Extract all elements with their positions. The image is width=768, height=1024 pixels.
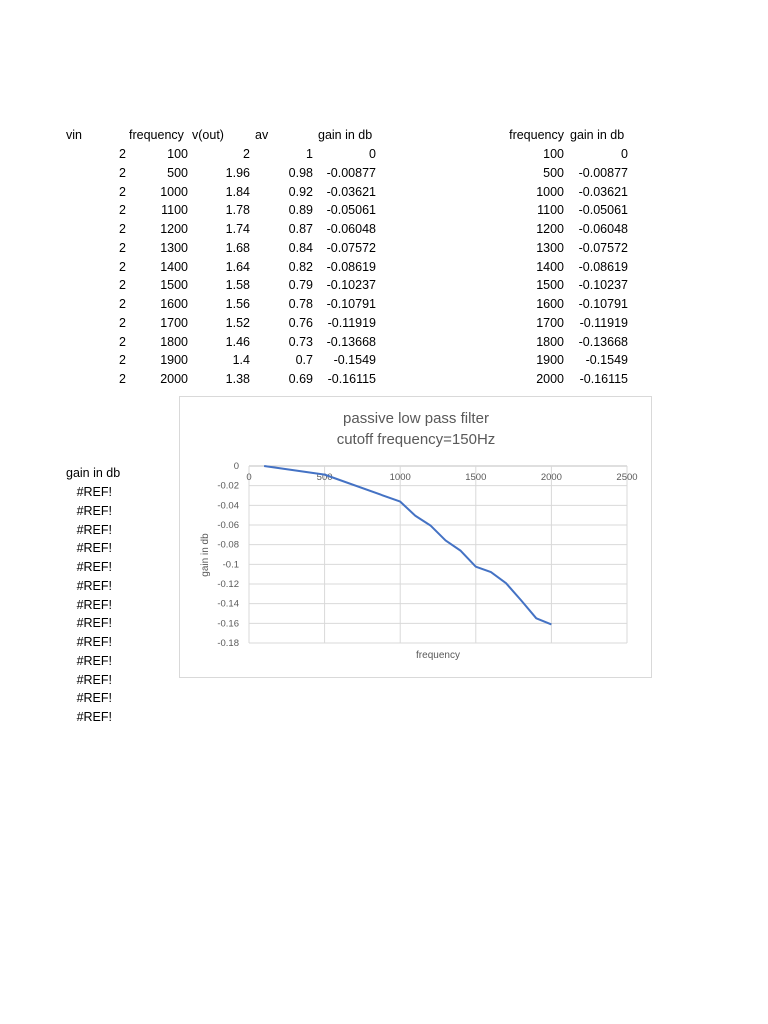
av-cell[interactable]: 0.98: [288, 165, 313, 180]
x-tick-label: 1000: [389, 472, 411, 483]
x-tick-label: 500: [316, 472, 333, 483]
vin-cell[interactable]: 2: [119, 165, 126, 180]
gain-cell[interactable]: -0.05061: [326, 203, 376, 218]
gain-cell[interactable]: -0.03621: [578, 184, 628, 199]
ref-error-cell[interactable]: #REF!: [76, 691, 112, 706]
frequency-cell[interactable]: 1600: [160, 297, 188, 311]
gain-cell[interactable]: -0.00877: [578, 165, 628, 180]
ref-error-cell[interactable]: #REF!: [76, 522, 112, 537]
y-tick-label: -0.14: [217, 598, 239, 610]
ref-error-cell[interactable]: #REF!: [76, 560, 112, 574]
vout-cell[interactable]: 1.58: [225, 278, 250, 293]
frequency-cell[interactable]: 1200: [536, 222, 564, 236]
frequency-cell[interactable]: 1700: [536, 315, 564, 330]
frequency-cell[interactable]: 100: [543, 147, 564, 161]
x-tick-label: 2500: [616, 472, 638, 483]
vin-cell[interactable]: 2: [119, 278, 126, 293]
gain-cell[interactable]: -0.11919: [327, 315, 376, 330]
ref-error-cell[interactable]: #REF!: [76, 503, 112, 518]
y-tick-label: 0: [233, 461, 239, 472]
frequency-cell[interactable]: 1000: [536, 184, 564, 199]
frequency-cell[interactable]: 1600: [536, 297, 564, 311]
vout-cell[interactable]: 1.4: [232, 353, 250, 368]
gain-cell[interactable]: -0.13668: [578, 334, 628, 349]
y-tick-label: -0.1: [222, 559, 239, 571]
frequency-cell[interactable]: 1000: [160, 184, 188, 199]
vin-cell[interactable]: 2: [119, 315, 126, 330]
gain-cell[interactable]: -0.1549: [585, 353, 628, 368]
vout-cell[interactable]: 1.46: [225, 334, 250, 349]
gain-cell[interactable]: 0: [621, 147, 628, 161]
av-cell[interactable]: 0.87: [288, 222, 313, 236]
ref-error-cell[interactable]: #REF!: [76, 635, 112, 649]
gain-cell[interactable]: -0.00877: [326, 165, 376, 180]
gain-cell[interactable]: -0.07572: [326, 240, 376, 255]
ref-error-cell[interactable]: #REF!: [76, 710, 112, 724]
frequency-cell[interactable]: 2000: [160, 372, 188, 386]
vin-cell[interactable]: 2: [119, 297, 126, 311]
header-vout[interactable]: v(out): [192, 128, 224, 142]
y-axis-title: gain in db: [200, 533, 211, 577]
gain-cell[interactable]: -0.05061: [578, 203, 628, 218]
chart-area[interactable]: [179, 396, 652, 678]
av-cell[interactable]: 0.7: [295, 353, 313, 368]
ref-error-cell[interactable]: #REF!: [76, 485, 112, 499]
vout-cell[interactable]: 1.38: [225, 372, 250, 386]
header2-frequency[interactable]: frequency: [509, 128, 564, 142]
vin-cell[interactable]: 2: [119, 259, 126, 274]
frequency-cell[interactable]: 1100: [161, 203, 188, 218]
series-line-gain-in-db[interactable]: [264, 466, 551, 624]
gain-cell[interactable]: -0.1549: [333, 353, 376, 368]
header3-gain-in-db[interactable]: gain in db: [66, 466, 121, 480]
av-cell[interactable]: 0.76: [288, 315, 313, 330]
frequency-cell[interactable]: 1700: [160, 315, 188, 330]
frequency-cell[interactable]: 1900: [160, 353, 188, 368]
vin-cell[interactable]: 2: [119, 372, 126, 386]
y-tick-label: -0.18: [217, 638, 239, 649]
vin-cell[interactable]: 2: [119, 184, 126, 199]
gain-cell[interactable]: -0.11919: [579, 315, 628, 330]
y-tick-label: -0.06: [217, 520, 239, 531]
vin-cell[interactable]: 2: [119, 334, 126, 349]
av-cell[interactable]: 0.82: [288, 259, 313, 274]
chart-grid: [249, 466, 627, 643]
gain-cell[interactable]: -0.16115: [327, 372, 376, 386]
frequency-cell[interactable]: 1400: [536, 259, 564, 274]
av-cell[interactable]: 1: [306, 147, 313, 161]
frequency-cell[interactable]: 1300: [160, 240, 188, 255]
vout-cell[interactable]: 1.68: [225, 240, 250, 255]
av-cell[interactable]: 0.79: [288, 278, 313, 293]
vin-cell[interactable]: 2: [119, 240, 126, 255]
vout-cell[interactable]: 1.78: [225, 203, 250, 218]
y-tick-label: -0.16: [217, 618, 239, 630]
gain-cell[interactable]: -0.10237: [578, 278, 628, 293]
av-cell[interactable]: 0.78: [288, 297, 313, 311]
ref-error-cell[interactable]: #REF!: [76, 653, 112, 668]
chart-ticks: [217, 461, 637, 649]
vin-cell[interactable]: 2: [119, 222, 126, 236]
gain-cell[interactable]: -0.06048: [578, 222, 628, 236]
frequency-cell[interactable]: 1800: [160, 334, 188, 349]
vin-cell[interactable]: 2: [119, 353, 126, 368]
header-gain-in-db[interactable]: gain in db: [318, 128, 373, 142]
frequency-cell[interactable]: 1300: [536, 240, 564, 255]
chart-title-line2: cutoff frequency=150Hz: [336, 431, 496, 448]
y-tick-label: -0.04: [217, 500, 239, 512]
gain-cell[interactable]: -0.16115: [579, 372, 628, 386]
y-tick-label: -0.08: [217, 539, 239, 551]
vout-cell[interactable]: 1.52: [225, 315, 250, 330]
gain-cell[interactable]: -0.08619: [326, 259, 376, 274]
gain-cell[interactable]: -0.10791: [578, 297, 628, 311]
gain-cell[interactable]: -0.06048: [326, 222, 376, 236]
vout-cell[interactable]: 1.56: [225, 297, 250, 311]
gain-cell[interactable]: 0: [369, 147, 376, 161]
vout-cell[interactable]: 1.74: [225, 222, 250, 236]
gain-cell[interactable]: -0.08619: [578, 259, 628, 274]
gain-cell[interactable]: -0.13668: [326, 334, 376, 349]
header2-gain-in-db[interactable]: gain in db: [570, 128, 625, 142]
ref-error-cell[interactable]: #REF!: [76, 672, 112, 687]
x-tick-label: 0: [246, 472, 252, 483]
chart-title-line1: passive low pass filter: [343, 410, 489, 427]
vout-cell[interactable]: 1.96: [225, 165, 250, 180]
gain-cell[interactable]: -0.10237: [326, 278, 376, 293]
frequency-cell[interactable]: 1100: [537, 203, 564, 218]
gain-cell[interactable]: -0.07572: [578, 240, 628, 255]
x-tick-label: 2000: [540, 472, 562, 483]
frequency-cell[interactable]: 1500: [536, 278, 564, 293]
av-cell[interactable]: 0.69: [288, 372, 313, 386]
ref-error-cell[interactable]: #REF!: [76, 616, 112, 631]
gain-cell[interactable]: -0.10791: [326, 297, 376, 311]
y-tick-label: -0.12: [217, 579, 239, 590]
gain-cell[interactable]: -0.03621: [326, 184, 376, 199]
frequency-cell[interactable]: 1400: [160, 259, 188, 274]
header-frequency[interactable]: frequency: [129, 128, 184, 142]
x-axis-title: frequency: [416, 650, 460, 661]
header-av[interactable]: av: [255, 128, 269, 142]
ref-error-cell[interactable]: #REF!: [76, 541, 112, 556]
vout-cell[interactable]: 2: [243, 147, 250, 161]
frequency-cell[interactable]: 100: [167, 147, 188, 161]
frequency-cell[interactable]: 500: [543, 165, 564, 180]
frequency-cell[interactable]: 1800: [536, 334, 564, 349]
y-tick-label: -0.02: [217, 480, 239, 492]
frequency-cell[interactable]: 1900: [536, 353, 564, 368]
ref-error-cell[interactable]: #REF!: [76, 578, 112, 593]
vout-cell[interactable]: 1.64: [225, 259, 250, 274]
frequency-cell[interactable]: 500: [167, 165, 188, 180]
header-vin[interactable]: vin: [66, 128, 82, 142]
frequency-cell[interactable]: 2000: [536, 372, 564, 386]
frequency-cell[interactable]: 1200: [160, 222, 188, 236]
av-cell[interactable]: 0.89: [288, 203, 313, 218]
chart-series: [262, 464, 553, 626]
x-tick-label: 1500: [465, 472, 487, 483]
av-cell[interactable]: 0.84: [288, 240, 313, 255]
av-cell[interactable]: 0.92: [288, 184, 313, 199]
line-chart: [180, 397, 651, 677]
ref-error-cell[interactable]: #REF!: [76, 597, 112, 612]
vin-cell[interactable]: 2: [119, 147, 126, 161]
av-cell[interactable]: 0.73: [288, 334, 313, 349]
frequency-cell[interactable]: 1500: [160, 278, 188, 293]
vout-cell[interactable]: 1.84: [225, 184, 250, 199]
vin-cell[interactable]: 2: [119, 203, 126, 218]
